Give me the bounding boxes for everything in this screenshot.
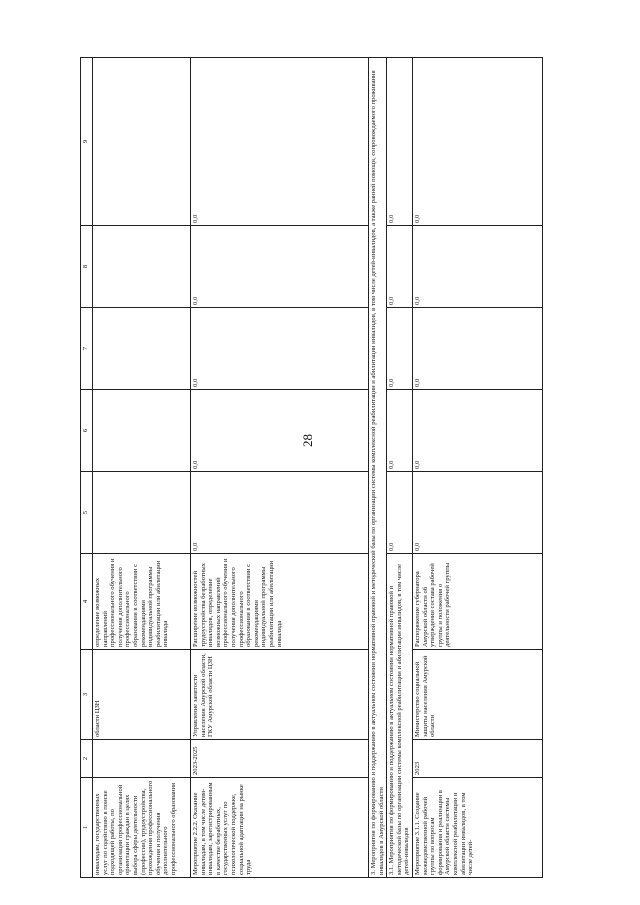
col-header-5: 5 (81, 472, 93, 554)
col-header-4: 4 (81, 554, 93, 650)
col-header-6: 6 (81, 390, 93, 472)
cell-value: 0,0 (412, 226, 542, 308)
col-header-7: 7 (81, 308, 93, 390)
cell-value: 0,0 (191, 472, 369, 554)
cell-value: 0,0 (191, 308, 369, 390)
cell-measure-name: инвалидам, государственных услуг по содействию в поиске подходящей работы, по организации профессиональной ориентации граждан в целях выбора сферы деятельности (профессии), трудоустройства, прохождения профессионального обучения и получения дополнительного профессионального образования (93, 778, 191, 878)
table-row (412, 58, 542, 878)
cell-value: 0,0 (387, 226, 413, 308)
rotated-page-content (80, 58, 625, 878)
cell-responsible: Министерство социальной защиты населения Амурской области (412, 650, 542, 740)
col-header-1: 1 (81, 778, 93, 878)
section-heading: 3. Мероприятия по формированию и поддержанию в актуальном состоянии нормативной правовой и методической базы по организации системы комплексной реабилитации и абилитации инвалидов, в том числе детей-инвалидов, а также ранней помощи, сопровождаемого проживания инвалидов в Амурской области (369, 58, 387, 878)
cell-value: 0,0 (412, 58, 542, 226)
cell-value (93, 308, 191, 390)
section-row (369, 58, 387, 878)
cell-period: 2023-2025 (191, 740, 369, 778)
cell-value: 0,0 (191, 226, 369, 308)
cell-value: 0,0 (412, 472, 542, 554)
page-number: 28 (300, 434, 315, 447)
cell-value: 0,0 (387, 308, 413, 390)
subsection-heading: 3.1. Мероприятия по формированию и поддержанию в актуальном состоянии нормативной правовой и методической базы по организации системы комплексной реабилитации и абилитации инвалидов, в том числе детей-инвалидов (387, 554, 413, 878)
cell-result: Расширение возможностей трудоустройства безработных инвалидов, определение возможных направлений профессионального обучения и получения дополнительного профессионального образования в соответствии с рекомендациями индивидуальной программы реабилитации или абилитации инвалида (191, 554, 369, 650)
col-header-9: 9 (81, 58, 93, 226)
cell-result: определение возможных направлений профессионального обучения и получения дополнительного профессионального образования в соответствии с рекомендациями индивидуальной программы реабилитации или абилитации инвалида (93, 554, 191, 650)
cell-value: 0,0 (412, 390, 542, 472)
cell-responsible: области ЦЗН (93, 650, 191, 740)
cell-result: Распоряжение губернатора Амурской области об утверждении состава рабочей группы и положения о деятельности рабочей группы (412, 554, 542, 650)
cell-value (93, 472, 191, 554)
program-table (80, 57, 543, 878)
cell-value (93, 58, 191, 226)
col-header-2: 2 (81, 740, 93, 778)
table-row (191, 58, 369, 878)
col-header-8: 8 (81, 226, 93, 308)
cell-measure-name: Мероприятие 2.2.2. Оказание инвалидам, в том числе детям-инвалидам, зарегистрированным в качестве безработных, государственных услуг по психологической поддержке, социальной адаптации на рынке труда (191, 778, 369, 878)
cell-responsible: Управление занятости населения Амурской области, ГКУ Амурской области ЦЗН (191, 650, 369, 740)
cell-value: 0,0 (191, 390, 369, 472)
cell-value (93, 226, 191, 308)
cell-period: 2023 (412, 740, 542, 778)
cell-measure-name: Мероприятие 3.1.1. Создание межведомственной рабочей группы по вопросам формирования и реализации в Амурской области системы комплексной реабилитации и абилитации инвалидов, в том числе детей- (412, 778, 542, 878)
cell-value (93, 390, 191, 472)
cell-value: 0,0 (387, 58, 413, 226)
subsection-row (387, 58, 413, 878)
cell-value: 0,0 (387, 472, 413, 554)
cell-value: 0,0 (387, 390, 413, 472)
cell-value: 0,0 (412, 308, 542, 390)
cell-value: 0,0 (191, 58, 369, 226)
col-header-3: 3 (81, 650, 93, 740)
cell-period (93, 740, 191, 778)
table-row (93, 58, 191, 878)
column-number-row (81, 58, 93, 878)
